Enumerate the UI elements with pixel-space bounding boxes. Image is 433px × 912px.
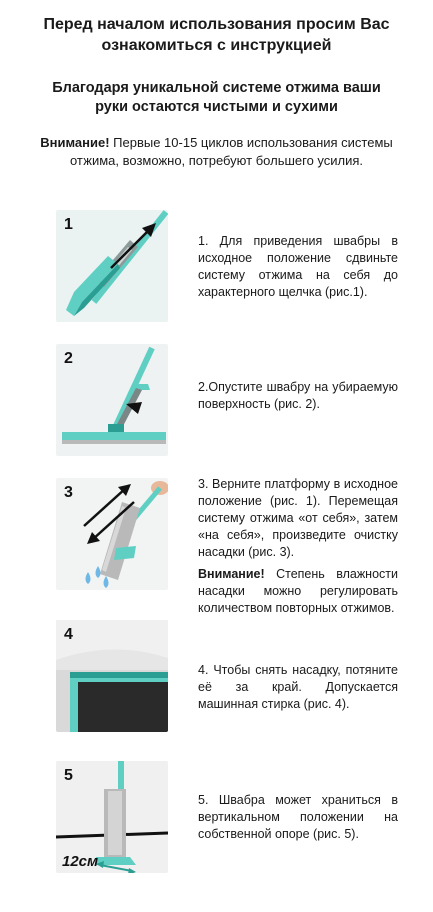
subtitle-line-1: Благодаря уникальной системе отжима ваши	[52, 80, 381, 96]
step-3-text	[198, 476, 398, 617]
step-5-text	[198, 792, 398, 843]
step-5-description: 5. Швабра может храниться в вертикальном положении на собственной опоре (рис. 5).	[198, 793, 398, 841]
step-4-description: 4. Чтобы снять насадку, потяните её за край. Допускается машинная стирка (рис. 4).	[198, 663, 398, 711]
warning-paragraph	[40, 134, 393, 170]
step-3-note-label: Внимание!	[198, 567, 265, 581]
title-line-2: ознакомиться с инструкцией	[101, 37, 332, 54]
step-1-text	[198, 233, 398, 301]
step-2-description: 2.Опустите швабру на убираемую поверхность (рис. 2).	[198, 380, 398, 411]
step-3-note-text: Степень влажности насадки можно регулировать количеством повторных отжимов.	[198, 567, 398, 615]
warning-label: Внимание!	[40, 135, 110, 150]
step-4-image	[56, 620, 168, 732]
step-2-number: 2	[64, 350, 73, 367]
step-3-description: 3. Верните платформу в исходное положение (рис. 1). Перемещая систему отжима «от себя», затем «на себя», произведите очистку насадки (рис. 3).	[198, 477, 398, 559]
step-1-description: 1. Для приведения швабры в исходное положение сдвиньте систему отжима на себя до характерного щелчка (рис.1).	[198, 234, 398, 299]
step-2-text	[198, 379, 398, 413]
step-1-number: 1	[64, 216, 73, 233]
warning-text: Первые 10-15 циклов использования системы отжима, возможно, потребуют большего усилия.	[69, 135, 393, 168]
step-4-number: 4	[64, 626, 73, 643]
title-line-1: Перед началом использования просим Вас	[43, 16, 390, 33]
step-5-measure-label: 12см	[62, 853, 99, 870]
page-title	[0, 14, 433, 56]
subtitle-line-2: руки остаются чистыми и сухими	[95, 99, 338, 115]
step-3-number: 3	[64, 484, 73, 501]
step-3-image	[56, 478, 168, 590]
step-5-image	[56, 761, 168, 873]
step-2-image	[56, 344, 168, 456]
step-5-number: 5	[64, 767, 73, 784]
page-subtitle	[0, 79, 433, 117]
step-4-text	[198, 662, 398, 713]
step-1-image	[56, 210, 168, 322]
step-3-note	[198, 566, 398, 617]
